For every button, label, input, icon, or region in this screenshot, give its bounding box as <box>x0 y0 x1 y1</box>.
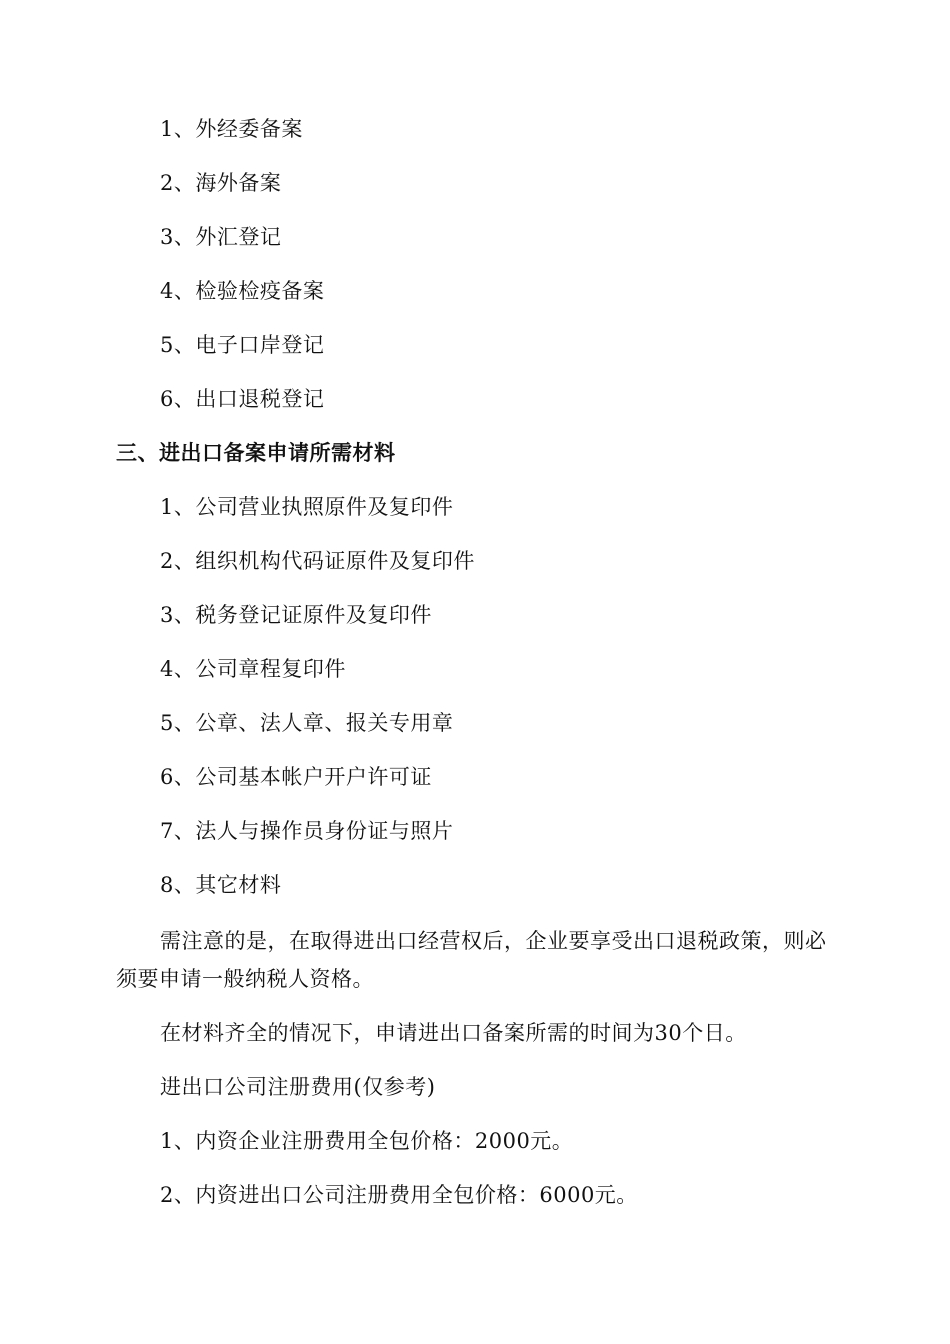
material-item: 2、组织机构代码证原件及复印件 <box>160 549 475 573</box>
list-item: 1、外经委备案 <box>160 117 303 141</box>
material-item: 8、其它材料 <box>160 873 282 897</box>
fee-item: 2、内资进出口公司注册费用全包价格：6000元。 <box>160 1183 638 1207</box>
note-paragraph: 需注意的是，在取得进出口经营权后，企业要享受出口退税政策，则必须要申请一般纳税人资格。 <box>116 929 827 991</box>
fee-item: 1、内资企业注册费用全包价格：2000元。 <box>160 1129 574 1153</box>
fee-title: 进出口公司注册费用(仅参考) <box>160 1075 436 1099</box>
time-line: 在材料齐全的情况下，申请进出口备案所需的时间为30个日。 <box>160 1021 747 1045</box>
list-item: 2、海外备案 <box>160 171 282 195</box>
material-item: 6、公司基本帐户开户许可证 <box>160 765 432 789</box>
material-item: 1、公司营业执照原件及复印件 <box>160 495 454 519</box>
material-item: 7、法人与操作员身份证与照片 <box>160 819 454 843</box>
list-item: 6、出口退税登记 <box>160 387 325 411</box>
material-item: 5、公章、法人章、报关专用章 <box>160 711 454 735</box>
list-item: 4、检验检疫备案 <box>160 279 325 303</box>
list-item: 5、电子口岸登记 <box>160 333 325 357</box>
list-item: 3、外汇登记 <box>160 225 282 249</box>
material-item: 4、公司章程复印件 <box>160 657 346 681</box>
section-heading: 三、进出口备案申请所需材料 <box>116 440 396 465</box>
material-item: 3、税务登记证原件及复印件 <box>160 603 432 627</box>
